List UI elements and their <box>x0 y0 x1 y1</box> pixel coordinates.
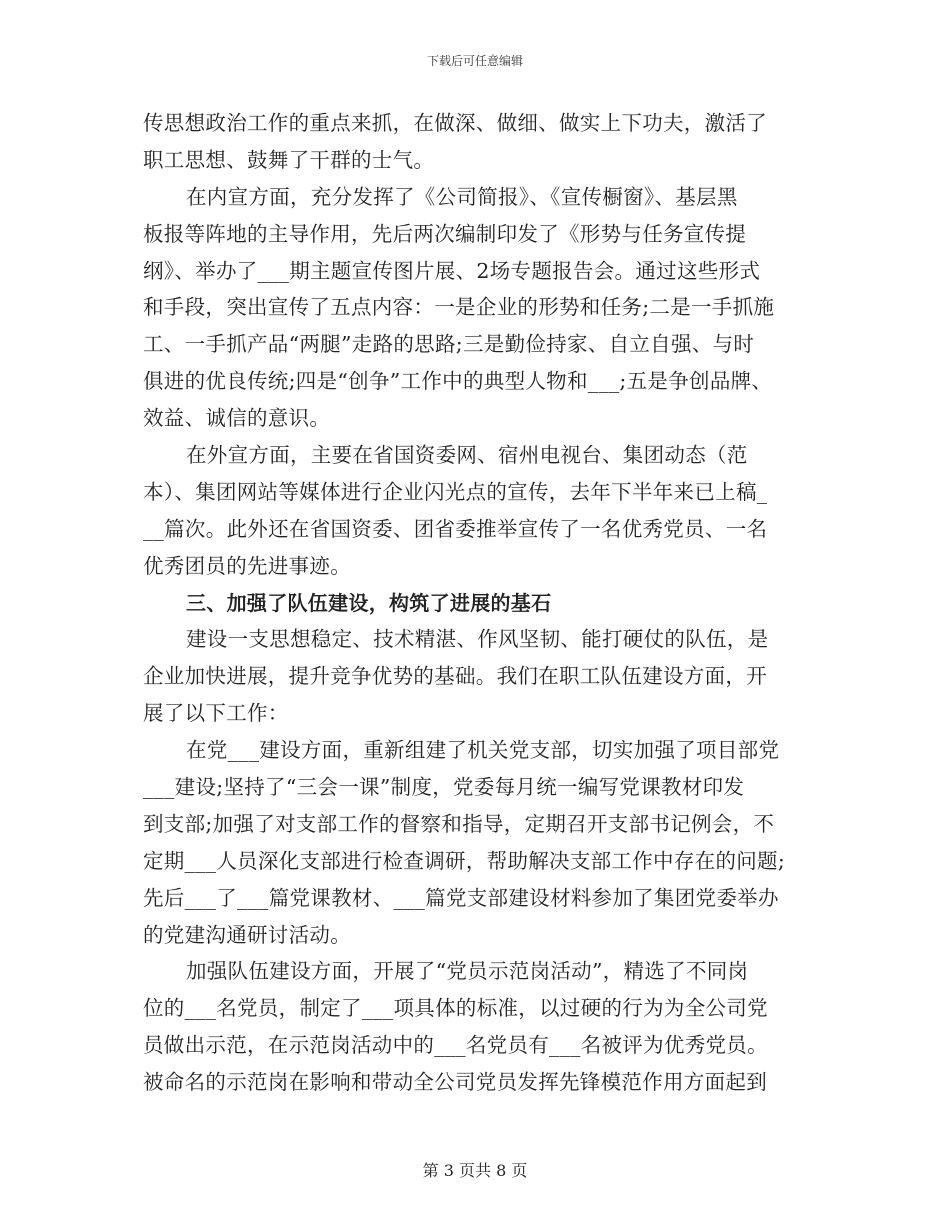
document-body <box>143 105 808 1101</box>
text-line: 被命名的示范岗在影响和带动全公司党员发挥先锋模范作用方面起到 <box>143 1070 767 1095</box>
text-line: 建设一支思想稳定、技术精湛、作风坚韧、能打硬仗的队伍，是 <box>186 627 769 652</box>
section-heading: 三、加强了队伍建设，构筑了进展的基石 <box>186 590 552 615</box>
text-line: 和手段，突出宣传了五点内容：一是企业的形势和任务;二是一手抓施 <box>143 295 775 320</box>
text-line: 加强队伍建设方面，开展了“党员示范岗活动”，精选了不同岗 <box>186 959 749 984</box>
text-line: 在党___建设方面，重新组建了机关党支部，切实加强了项目部党 <box>186 738 780 763</box>
text-line: __篇次。此外还在省国资委、团省委推举宣传了一名优秀党员、一名 <box>143 516 768 541</box>
text-line: 纲》、举办了___期主题宣传图片展、2场专题报告会。通过这些形式 <box>143 258 761 283</box>
text-line: 在内宣方面，充分发挥了《公司简报》、《宣传橱窗》、基层黑 <box>186 184 738 209</box>
text-line: 工、一手抓产品“两腿”走路的思路;三是勤俭持家、自立自强、与时 <box>143 332 755 357</box>
text-line: 传思想政治工作的重点来抓，在做深、做细、做实上下功夫，激活了 <box>143 111 767 135</box>
text-line: 位的___名党员，制定了___项具体的标准，以过硬的行为为全公司党 <box>143 996 768 1021</box>
text-line: 员做出示范，在示范岗活动中的___名党员有___名被评为优秀党员。 <box>143 1033 768 1058</box>
text-line: 到支部;加强了对支部工作的督察和指导，定期召开支部书记例会，不 <box>143 811 775 836</box>
text-line: 的党建沟通研讨活动。 <box>143 922 351 947</box>
text-line: 展了以下工作： <box>143 701 289 726</box>
text-line: 在外宣方面，主要在省国资委网、宿州电视台、集团动态（范 <box>186 443 748 468</box>
text-line: 优秀团员的先进事迹。 <box>143 553 351 578</box>
text-line: 定期___人员深化支部进行检查调研，帮助解决支部工作中存在的问题; <box>143 848 786 873</box>
text-line: 职工思想、鼓舞了干群的士气。 <box>143 147 435 172</box>
text-line: 俱进的优良传统;四是“创争”工作中的典型人物和___;五是争创品牌、 <box>143 369 773 394</box>
page-header: 下载后可任意编辑 <box>426 54 523 68</box>
text-line: 先后___了___篇党课教材、___篇党支部建设材料参加了集团党委举办 <box>143 885 779 910</box>
text-line: 效益、诚信的意识。 <box>143 406 331 431</box>
text-line: 本）、集团网站等媒体进行企业闪光点的宣传，去年下半年来已上稿_ <box>143 479 768 504</box>
page-footer: 第 3 页共 8 页 <box>422 1161 528 1180</box>
text-line: 企业加快进展，提升竞争优势的基础。我们在职工队伍建设方面，开 <box>143 664 767 689</box>
text-line: ___建设;坚持了“三会一课”制度，党委每月统一编写党课教材印发 <box>143 775 745 800</box>
text-line: 板报等阵地的主导作用，先后两次编制印发了《形势与任务宣传提 <box>143 221 747 246</box>
